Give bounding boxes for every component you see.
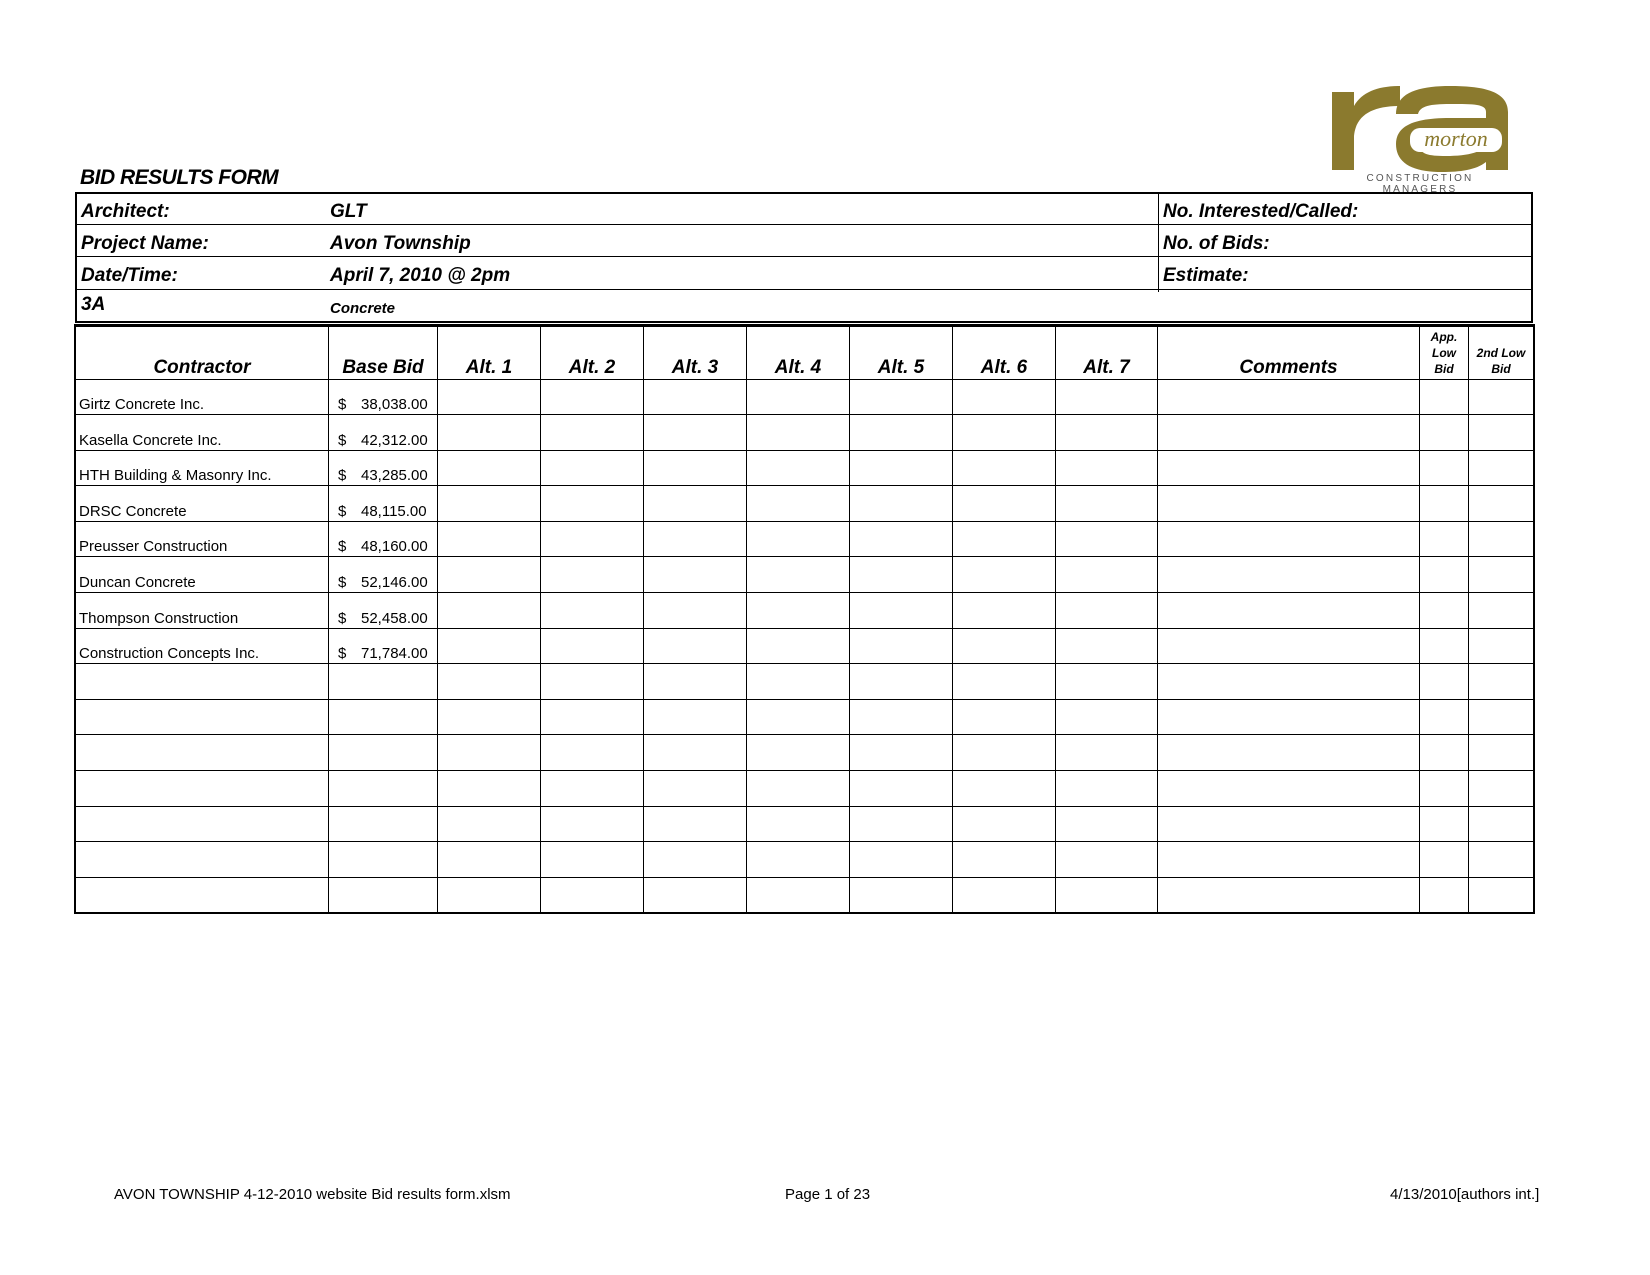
- empty-cell: [644, 842, 747, 878]
- empty-cell: [438, 557, 541, 593]
- empty-cell: [850, 415, 953, 451]
- empty-cell: [747, 379, 850, 415]
- empty-cell: [541, 415, 644, 451]
- empty-cell: [747, 450, 850, 486]
- empty-cell: [76, 877, 329, 913]
- empty-cell: [1158, 806, 1420, 842]
- empty-cell: [541, 664, 644, 700]
- empty-cell: [747, 486, 850, 522]
- table-row: [76, 521, 1534, 557]
- table-row: [76, 628, 1534, 664]
- empty-cell: [1469, 450, 1534, 486]
- empty-cell: [76, 806, 329, 842]
- empty-cell: [1469, 379, 1534, 415]
- empty-cell: [438, 842, 541, 878]
- empty-cell: [953, 664, 1056, 700]
- empty-cell: [1158, 557, 1420, 593]
- empty-cell: [1469, 628, 1534, 664]
- architect-label: Architect:: [81, 201, 170, 222]
- date-time-label: Date/Time:: [81, 265, 178, 286]
- empty-cell: [850, 628, 953, 664]
- empty-cell: [850, 877, 953, 913]
- empty-cell: [1469, 593, 1534, 629]
- contractor-cell: Duncan Concrete: [76, 557, 329, 593]
- empty-cell: [438, 628, 541, 664]
- currency-symbol: $: [338, 502, 347, 520]
- table-row: [76, 806, 1534, 842]
- empty-cell: [1420, 593, 1469, 629]
- empty-cell: [644, 877, 747, 913]
- table-row: [76, 842, 1534, 878]
- empty-cell: [953, 593, 1056, 629]
- col-contractor: Contractor: [76, 326, 329, 379]
- empty-cell: [1469, 735, 1534, 771]
- currency-symbol: $: [338, 645, 347, 663]
- empty-cell: [1056, 735, 1158, 771]
- empty-cell: [1469, 806, 1534, 842]
- empty-cell: [1056, 593, 1158, 629]
- base-bid-cell: [329, 521, 438, 557]
- empty-cell: [644, 771, 747, 807]
- empty-cell: [644, 450, 747, 486]
- empty-cell: [329, 664, 438, 700]
- table-row: [76, 593, 1534, 629]
- date-time-value: April 7, 2010 @ 2pm: [330, 265, 511, 286]
- col-base-bid: Base Bid: [329, 326, 438, 379]
- empty-cell: [644, 699, 747, 735]
- empty-cell: [1056, 557, 1158, 593]
- contractor-cell: Construction Concepts Inc.: [76, 628, 329, 664]
- currency-symbol: $: [338, 574, 347, 592]
- empty-cell: [1158, 521, 1420, 557]
- table-row: [76, 486, 1534, 522]
- base-bid-amount: 52,146.00: [361, 574, 428, 592]
- col-alt-5: Alt. 5: [850, 326, 953, 379]
- empty-cell: [438, 450, 541, 486]
- empty-cell: [1158, 486, 1420, 522]
- empty-cell: [1158, 593, 1420, 629]
- empty-cell: [644, 628, 747, 664]
- base-bid-cell: [329, 557, 438, 593]
- empty-cell: [747, 557, 850, 593]
- empty-cell: [1158, 735, 1420, 771]
- col-alt-3: Alt. 3: [644, 326, 747, 379]
- contractor-cell: Girtz Concrete Inc.: [76, 379, 329, 415]
- base-bid-amount: 42,312.00: [361, 431, 428, 449]
- contractor-cell: Thompson Construction: [76, 593, 329, 629]
- base-bid-amount: 48,115.00: [361, 502, 427, 520]
- bid-table-body: [76, 379, 1534, 913]
- footer-page-number: Page 1 of 23: [785, 1186, 871, 1203]
- empty-cell: [644, 735, 747, 771]
- empty-cell: [329, 877, 438, 913]
- project-info-box: [75, 192, 1533, 323]
- base-bid-amount: 71,784.00: [361, 645, 428, 663]
- empty-cell: [1158, 415, 1420, 451]
- col-second-low-bid: 2nd Low Bid: [1469, 326, 1534, 379]
- empty-cell: [329, 735, 438, 771]
- empty-cell: [953, 521, 1056, 557]
- table-row: [76, 450, 1534, 486]
- empty-cell: [541, 521, 644, 557]
- col-comments: Comments: [1158, 326, 1420, 379]
- company-logo: [1330, 84, 1510, 195]
- base-bid-amount: 48,160.00: [361, 538, 428, 556]
- empty-cell: [1469, 557, 1534, 593]
- empty-cell: [76, 735, 329, 771]
- empty-cell: [1056, 628, 1158, 664]
- empty-cell: [850, 842, 953, 878]
- empty-cell: [1056, 486, 1158, 522]
- empty-cell: [1420, 557, 1469, 593]
- empty-cell: [747, 593, 850, 629]
- empty-cell: [644, 806, 747, 842]
- col-alt-4: Alt. 4: [747, 326, 850, 379]
- estimate-label: Estimate:: [1163, 265, 1249, 286]
- base-bid-amount: 52,458.00: [361, 609, 428, 627]
- logo-monogram-graphic: [1330, 84, 1510, 172]
- empty-cell: [953, 699, 1056, 735]
- empty-cell: [1056, 379, 1158, 415]
- table-row: [76, 699, 1534, 735]
- empty-cell: [1056, 415, 1158, 451]
- currency-symbol: $: [338, 538, 347, 556]
- empty-cell: [438, 593, 541, 629]
- empty-cell: [438, 521, 541, 557]
- empty-cell: [438, 664, 541, 700]
- base-bid-cell: [329, 593, 438, 629]
- empty-cell: [1158, 664, 1420, 700]
- empty-cell: [438, 486, 541, 522]
- empty-cell: [747, 415, 850, 451]
- empty-cell: [1469, 699, 1534, 735]
- empty-cell: [541, 379, 644, 415]
- table-row: [76, 735, 1534, 771]
- empty-cell: [953, 771, 1056, 807]
- empty-cell: [644, 521, 747, 557]
- empty-cell: [850, 664, 953, 700]
- empty-cell: [1420, 379, 1469, 415]
- logo-tagline: CONSTRUCTION MANAGERS: [1366, 173, 1474, 195]
- currency-symbol: $: [338, 467, 347, 485]
- bid-package-code: 3A: [81, 294, 106, 315]
- empty-cell: [644, 415, 747, 451]
- empty-cell: [329, 699, 438, 735]
- empty-cell: [1056, 664, 1158, 700]
- currency-symbol: $: [338, 609, 347, 627]
- col-app-low-bid: App. Low Bid: [1420, 326, 1469, 379]
- empty-cell: [76, 842, 329, 878]
- empty-cell: [953, 379, 1056, 415]
- empty-cell: [541, 877, 644, 913]
- empty-cell: [329, 771, 438, 807]
- empty-cell: [541, 842, 644, 878]
- base-bid-cell: [329, 486, 438, 522]
- empty-cell: [1420, 877, 1469, 913]
- empty-cell: [850, 521, 953, 557]
- empty-cell: [541, 450, 644, 486]
- empty-cell: [1056, 771, 1158, 807]
- base-bid-amount: 43,285.00: [361, 467, 428, 485]
- empty-cell: [850, 557, 953, 593]
- footer-file-name: AVON TOWNSHIP 4-12-2010 website Bid results form.xlsm: [114, 1186, 511, 1203]
- contractor-cell: HTH Building & Masonry Inc.: [76, 450, 329, 486]
- empty-cell: [850, 450, 953, 486]
- empty-cell: [1158, 628, 1420, 664]
- empty-cell: [438, 771, 541, 807]
- empty-cell: [747, 628, 850, 664]
- architect-value: GLT: [330, 201, 367, 222]
- empty-cell: [76, 664, 329, 700]
- empty-cell: [1056, 699, 1158, 735]
- empty-cell: [329, 842, 438, 878]
- empty-cell: [438, 699, 541, 735]
- empty-cell: [1420, 450, 1469, 486]
- table-header-row: [76, 326, 1534, 379]
- empty-cell: [1469, 486, 1534, 522]
- base-bid-cell: [329, 628, 438, 664]
- table-row: [76, 664, 1534, 700]
- empty-cell: [541, 699, 644, 735]
- contractor-cell: Preusser Construction: [76, 521, 329, 557]
- contractor-cell: Kasella Concrete Inc.: [76, 415, 329, 451]
- empty-cell: [541, 486, 644, 522]
- empty-cell: [747, 699, 850, 735]
- empty-cell: [1056, 877, 1158, 913]
- empty-cell: [850, 593, 953, 629]
- empty-cell: [1158, 450, 1420, 486]
- empty-cell: [644, 486, 747, 522]
- empty-cell: [850, 806, 953, 842]
- empty-cell: [953, 557, 1056, 593]
- empty-cell: [747, 877, 850, 913]
- empty-cell: [1420, 735, 1469, 771]
- base-bid-cell: [329, 450, 438, 486]
- empty-cell: [953, 450, 1056, 486]
- table-row: [76, 557, 1534, 593]
- empty-cell: [76, 771, 329, 807]
- table-row: [76, 415, 1534, 451]
- base-bid-amount: 38,038.00: [361, 396, 428, 414]
- empty-cell: [1420, 521, 1469, 557]
- number-of-bids-label: No. of Bids:: [1163, 233, 1270, 254]
- empty-cell: [1056, 521, 1158, 557]
- empty-cell: [1158, 771, 1420, 807]
- empty-cell: [1420, 486, 1469, 522]
- empty-cell: [1469, 415, 1534, 451]
- project-name-label: Project Name:: [81, 233, 209, 254]
- empty-cell: [1469, 877, 1534, 913]
- empty-cell: [953, 628, 1056, 664]
- bid-results-table: [75, 325, 1534, 913]
- base-bid-cell: [329, 379, 438, 415]
- empty-cell: [747, 735, 850, 771]
- empty-cell: [1420, 628, 1469, 664]
- empty-cell: [541, 557, 644, 593]
- col-alt-2: Alt. 2: [541, 326, 644, 379]
- empty-cell: [541, 806, 644, 842]
- empty-cell: [541, 628, 644, 664]
- empty-cell: [850, 699, 953, 735]
- empty-cell: [438, 735, 541, 771]
- currency-symbol: $: [338, 431, 347, 449]
- empty-cell: [850, 735, 953, 771]
- empty-cell: [438, 415, 541, 451]
- empty-cell: [1469, 842, 1534, 878]
- col-alt-6: Alt. 6: [953, 326, 1056, 379]
- empty-cell: [747, 521, 850, 557]
- empty-cell: [1158, 379, 1420, 415]
- empty-cell: [76, 699, 329, 735]
- empty-cell: [1420, 415, 1469, 451]
- col-alt-1: Alt. 1: [438, 326, 541, 379]
- empty-cell: [953, 486, 1056, 522]
- empty-cell: [644, 557, 747, 593]
- empty-cell: [1158, 842, 1420, 878]
- empty-cell: [1420, 771, 1469, 807]
- empty-cell: [747, 771, 850, 807]
- empty-cell: [1420, 664, 1469, 700]
- empty-cell: [438, 877, 541, 913]
- empty-cell: [1158, 877, 1420, 913]
- empty-cell: [1056, 842, 1158, 878]
- empty-cell: [1056, 806, 1158, 842]
- empty-cell: [850, 771, 953, 807]
- empty-cell: [850, 379, 953, 415]
- empty-cell: [1469, 521, 1534, 557]
- col-alt-7: Alt. 7: [1056, 326, 1158, 379]
- empty-cell: [1420, 699, 1469, 735]
- empty-cell: [953, 735, 1056, 771]
- contractor-cell: DRSC Concrete: [76, 486, 329, 522]
- base-bid-cell: [329, 415, 438, 451]
- project-name-value: Avon Township: [330, 233, 471, 254]
- empty-cell: [953, 415, 1056, 451]
- empty-cell: [1420, 806, 1469, 842]
- currency-symbol: $: [338, 396, 347, 414]
- interested-called-label: No. Interested/Called:: [1163, 201, 1359, 222]
- empty-cell: [1056, 450, 1158, 486]
- table-row: [76, 771, 1534, 807]
- empty-cell: [438, 806, 541, 842]
- empty-cell: [329, 806, 438, 842]
- empty-cell: [1469, 664, 1534, 700]
- empty-cell: [747, 806, 850, 842]
- bid-package-name: Concrete: [330, 300, 396, 317]
- footer-date: 4/13/2010[authors int.]: [1390, 1186, 1540, 1203]
- logo-name-text: morton: [1424, 126, 1488, 151]
- empty-cell: [541, 771, 644, 807]
- empty-cell: [644, 379, 747, 415]
- empty-cell: [1158, 699, 1420, 735]
- empty-cell: [953, 877, 1056, 913]
- empty-cell: [1469, 771, 1534, 807]
- empty-cell: [747, 664, 850, 700]
- empty-cell: [1420, 842, 1469, 878]
- empty-cell: [953, 806, 1056, 842]
- table-row: [76, 877, 1534, 913]
- empty-cell: [644, 664, 747, 700]
- empty-cell: [953, 842, 1056, 878]
- table-row: [76, 379, 1534, 415]
- empty-cell: [747, 842, 850, 878]
- empty-cell: [644, 593, 747, 629]
- empty-cell: [438, 379, 541, 415]
- empty-cell: [541, 593, 644, 629]
- page-title: BID RESULTS FORM: [80, 166, 279, 189]
- empty-cell: [850, 486, 953, 522]
- empty-cell: [541, 735, 644, 771]
